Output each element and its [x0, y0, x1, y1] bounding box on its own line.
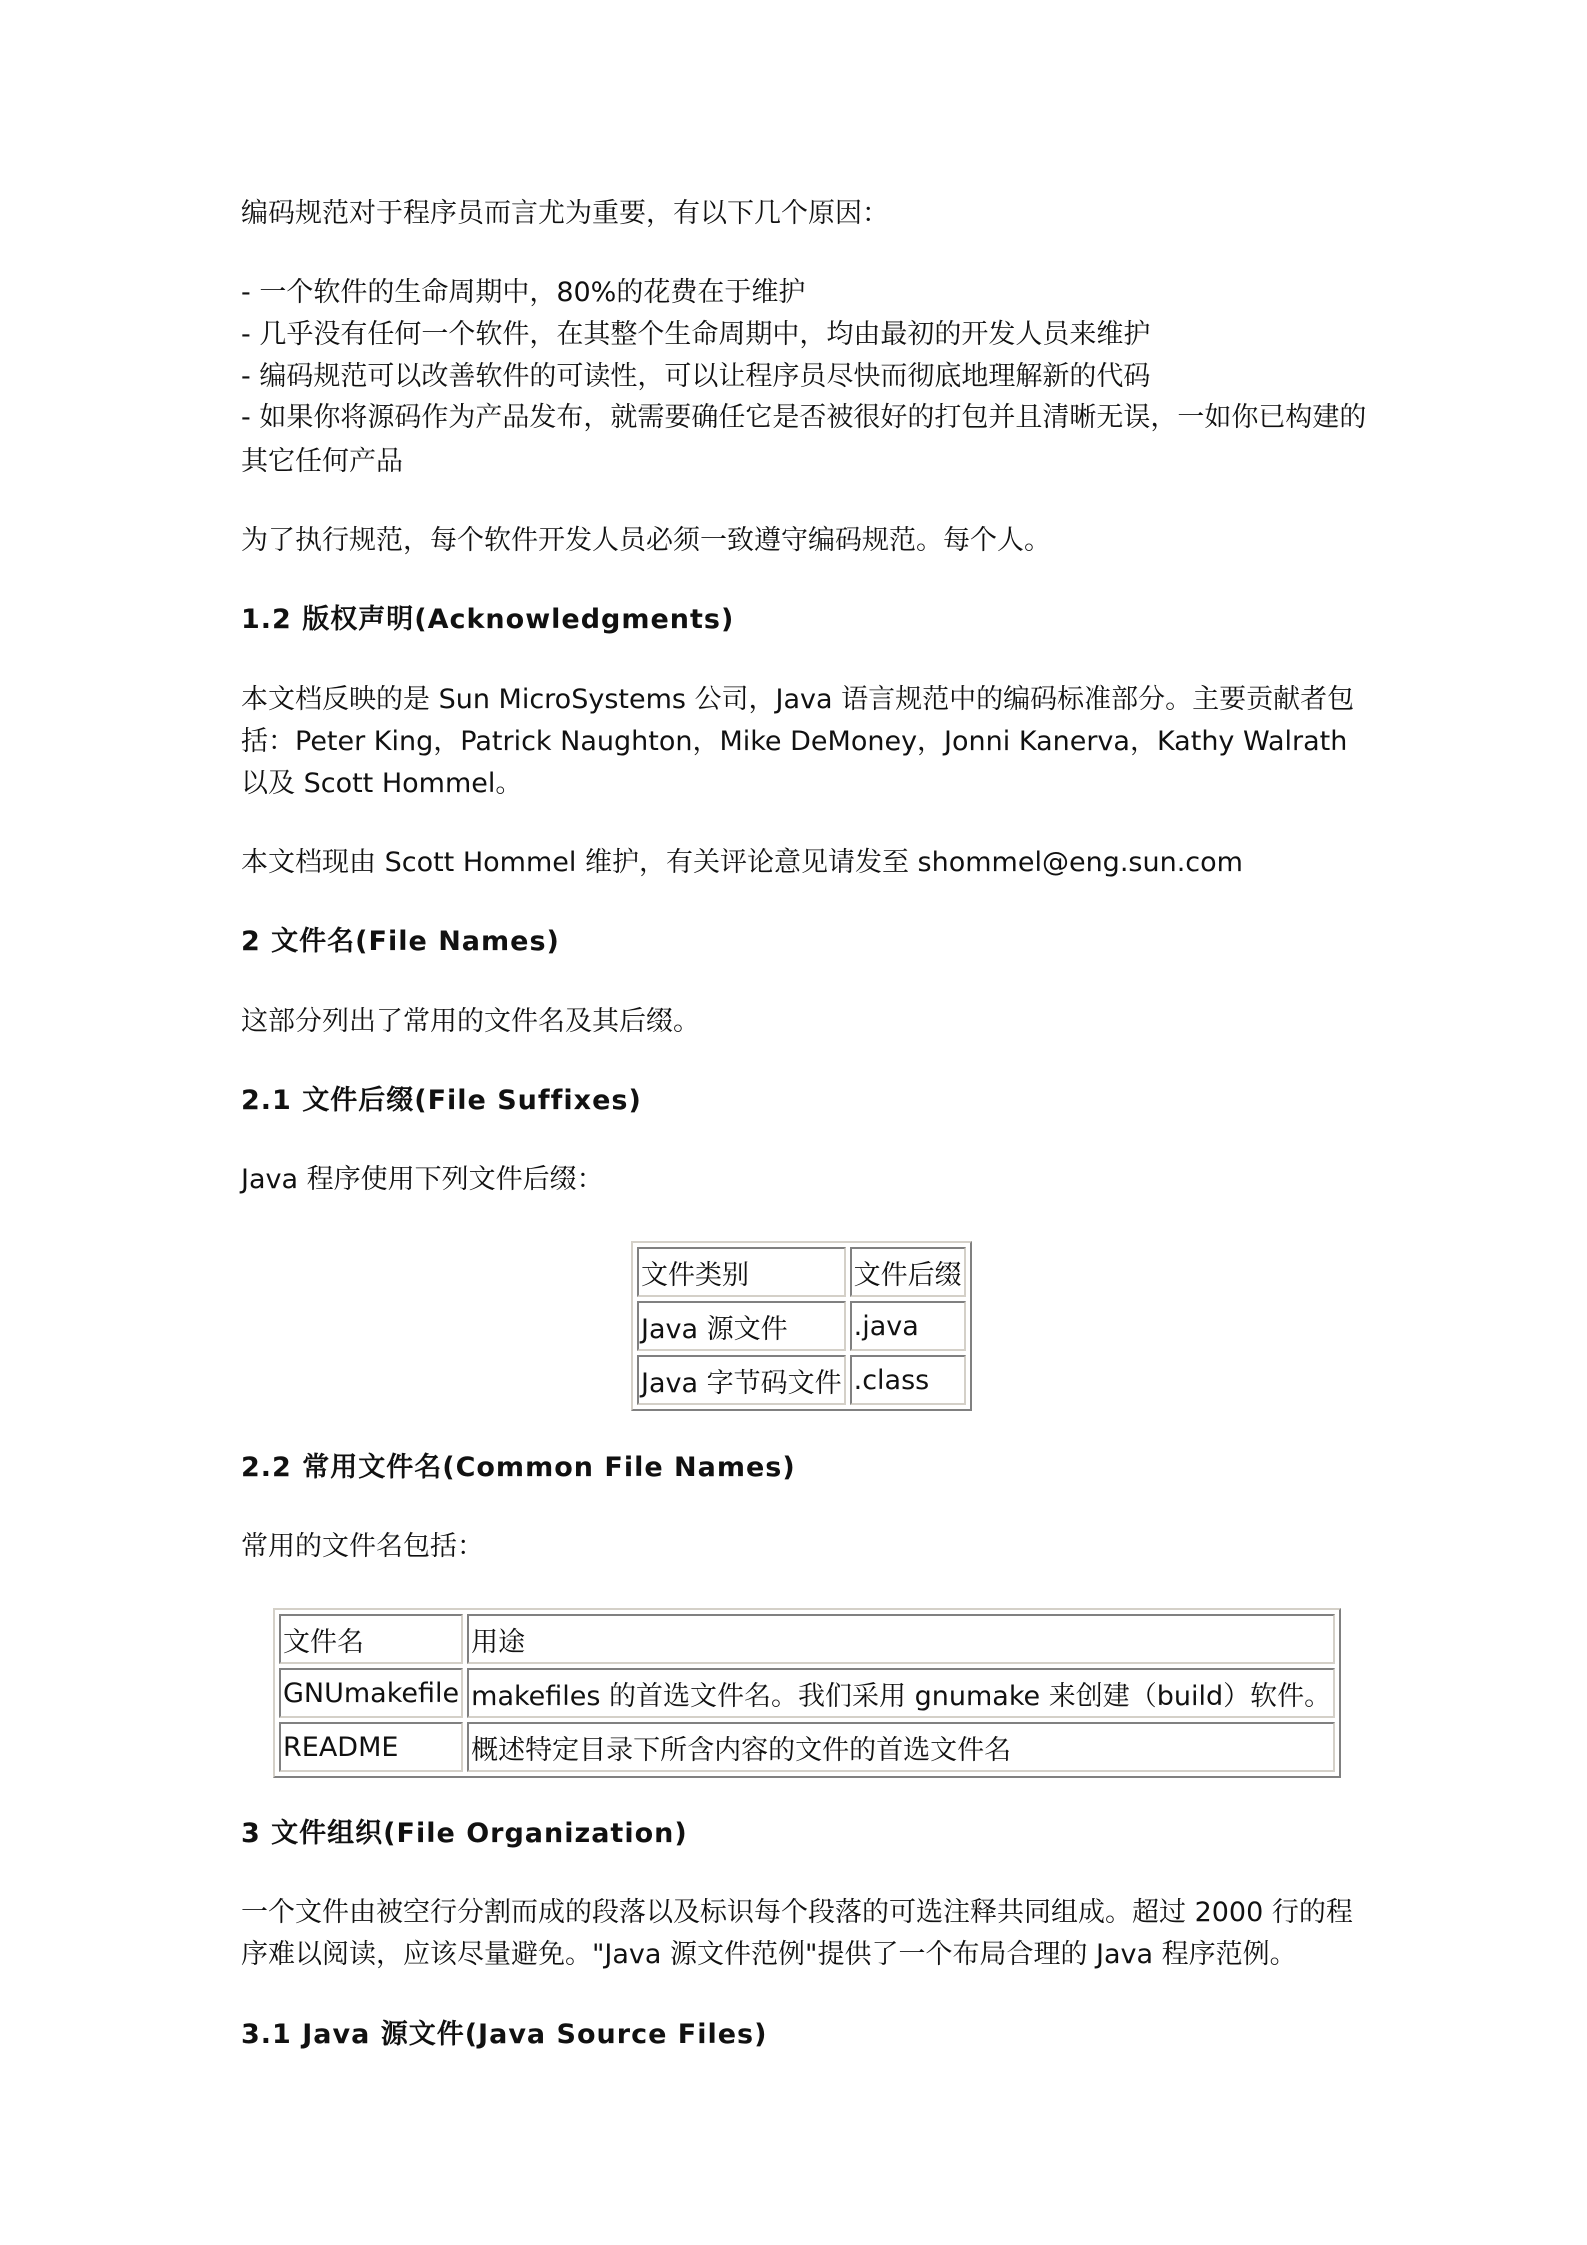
- common-names-table: [273, 1608, 1341, 1778]
- heading-2-2: 2.2 常用文件名(Common File Names): [241, 1452, 796, 1483]
- heading-1-2: 1.2 版权声明(Acknowledgments): [241, 604, 735, 635]
- heading-3-1: 3.1 Java 源文件(Java Source Files): [241, 2019, 768, 2050]
- table-cell: 概述特定目录下所含内容的文件的首选文件名: [467, 1722, 1335, 1772]
- reason-item: - 编码规范可以改善软件的可读性，可以让程序员尽快而彻底地理解新的代码: [241, 361, 1151, 392]
- table-cell: 用途: [467, 1614, 1335, 1664]
- table-cell: 文件类别: [637, 1247, 846, 1297]
- table-cell: GNUmakefile: [279, 1668, 463, 1718]
- table-cell: .class: [850, 1355, 966, 1405]
- table-cell: .java: [850, 1301, 966, 1351]
- suffix-text: Java 程序使用下列文件后缀：: [241, 1164, 604, 1195]
- file-org-text: 序难以阅读，应该尽量避免。"Java 源文件范例"提供了一个布局合理的 Java 程序范例。: [241, 1939, 1297, 1970]
- table-row: [637, 1247, 966, 1297]
- table-row: [637, 1355, 966, 1405]
- maintainer-text: 本文档现由 Scott Hommel 维护，有关评论意见请发至 shommel@eng.sun.com: [241, 847, 1243, 878]
- table-row: [279, 1668, 1335, 1718]
- intro-text: 编码规范对于程序员而言尤为重要，有以下几个原因：: [241, 198, 889, 229]
- table-cell: 文件名: [279, 1614, 463, 1664]
- suffix-table: [631, 1241, 972, 1411]
- enforce-text: 为了执行规范，每个软件开发人员必须一致遵守编码规范。每个人。: [241, 525, 1051, 556]
- table-cell: makefiles 的首选文件名。我们采用 gnumake 来创建（build）软件。: [467, 1668, 1335, 1718]
- ack-text: 以及 Scott Hommel。: [241, 768, 523, 799]
- reason-item: - 几乎没有任何一个软件，在其整个生命周期中，均由最初的开发人员来维护: [241, 319, 1151, 350]
- file-names-text: 这部分列出了常用的文件名及其后缀。: [241, 1006, 700, 1037]
- table-row: [279, 1722, 1335, 1772]
- table-cell: Java 源文件: [637, 1301, 846, 1351]
- table-row: [637, 1301, 966, 1351]
- heading-2-1: 2.1 文件后缀(File Suffixes): [241, 1085, 642, 1116]
- reason-item: - 如果你将源码作为产品发布，就需要确任它是否被很好的打包并且清晰无误，一如你已构建的: [241, 402, 1367, 433]
- reason-item-cont: 其它任何产品: [241, 446, 403, 477]
- file-org-text: 一个文件由被空行分割而成的段落以及标识每个段落的可选注释共同组成。超过 2000 行的程: [241, 1897, 1353, 1928]
- table-row: [279, 1614, 1335, 1664]
- heading-3: 3 文件组织(File Organization): [241, 1818, 688, 1849]
- ack-text: 括：Peter King，Patrick Naughton，Mike DeMoney，Jonni Kanerva，Kathy Walrath: [241, 726, 1348, 757]
- common-names-text: 常用的文件名包括：: [241, 1531, 484, 1562]
- heading-2: 2 文件名(File Names): [241, 926, 560, 957]
- reason-item: - 一个软件的生命周期中，80%的花费在于维护: [241, 277, 806, 308]
- table-cell: Java 字节码文件: [637, 1355, 846, 1405]
- table-cell: README: [279, 1722, 463, 1772]
- ack-text: 本文档反映的是 Sun MicroSystems 公司，Java 语言规范中的编码标准部分。主要贡献者包: [241, 684, 1355, 715]
- table-cell: 文件后缀: [850, 1247, 966, 1297]
